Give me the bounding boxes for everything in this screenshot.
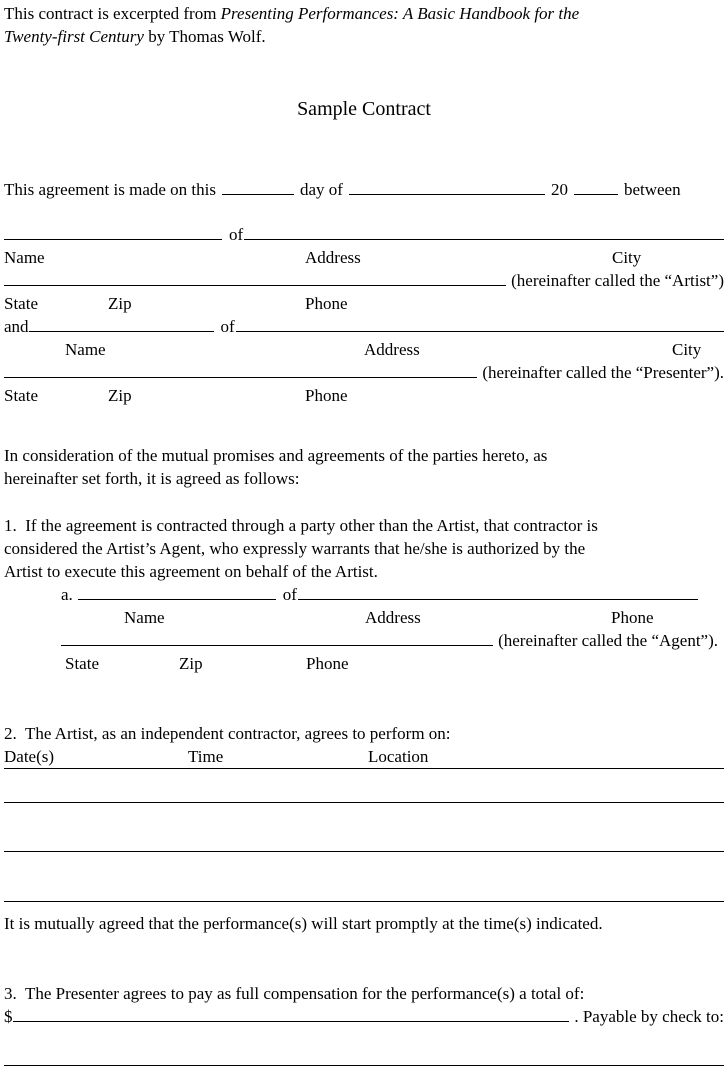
clause2-paragraph: 2. The Artist, as an independent contractor, agrees to perform on: <box>4 724 451 743</box>
presenter-labels-row-1 <box>4 338 724 361</box>
artist-state-label: State <box>4 294 38 313</box>
mutual-agreement-paragraph: It is mutually agreed that the performance(s) will start promptly at the time(s) indicated. <box>4 914 603 933</box>
presenter-name-line <box>4 315 724 338</box>
agent-address-label: Address <box>365 608 421 627</box>
consideration-paragraph <box>4 444 724 490</box>
presenter-hereinafter-line <box>4 361 724 384</box>
agreement-line <box>4 178 724 201</box>
presenter-address-label: Address <box>364 340 420 359</box>
agent-name-line <box>4 583 724 606</box>
agreement-text-2: day of <box>299 180 343 199</box>
date-time-location-line <box>4 745 724 769</box>
agent-labels-row-2 <box>4 652 724 675</box>
presenter-address-city-blank <box>236 331 724 332</box>
clause3-paragraph: 3. The Presenter agrees to pay as full compensation for the performance(s) a total of: <box>4 984 585 1003</box>
presenter-of-label: of <box>220 317 235 336</box>
year-blank <box>574 194 618 195</box>
presenter-state-zip-phone-blank <box>4 377 477 378</box>
agreement-text-3: 20 <box>550 180 568 199</box>
month-blank <box>349 194 545 195</box>
agent-state-label: State <box>65 654 99 673</box>
agreement-text-1: This agreement is made on this <box>4 180 216 199</box>
presenter-name-label: Name <box>65 340 106 359</box>
intro-suffix: by Thomas Wolf. <box>143 27 266 46</box>
agent-state-zip-phone-blank <box>61 645 493 646</box>
payee-writing-line <box>4 1065 724 1066</box>
agent-address-phone-blank <box>298 599 698 600</box>
artist-name-blank <box>4 239 222 240</box>
presenter-labels-row-2 <box>4 384 724 407</box>
agent-hereinafter-line <box>4 629 724 652</box>
writing-line-1 <box>4 802 724 803</box>
artist-state-zip-phone-blank <box>4 285 506 286</box>
writing-line-2 <box>4 851 724 852</box>
day-blank <box>222 194 294 195</box>
artist-hereinafter-line <box>4 269 724 292</box>
intro-paragraph <box>4 2 724 48</box>
artist-hereinafter-label: (hereinafter called the “Artist”) <box>511 271 724 290</box>
artist-city-label: City <box>612 248 642 267</box>
consideration-line1: In consideration of the mutual promises and agreements of the parties hereto, as <box>4 446 548 465</box>
presenter-state-label: State <box>4 386 38 405</box>
agent-zip-label: Zip <box>179 654 203 673</box>
artist-address-city-blank <box>244 239 724 240</box>
book-title-line2: Twenty-first Century <box>4 27 144 46</box>
location-label: Location <box>368 747 429 766</box>
agent-hereinafter-label: (hereinafter called the “Agent”). <box>498 631 718 650</box>
and-label: and <box>4 317 29 336</box>
artist-of-label: of <box>229 225 244 244</box>
clause1-line1: 1. If the agreement is contracted through a party other than the Artist, that contractor is <box>4 516 598 535</box>
payable-label: . Payable by check to: <box>574 1007 724 1026</box>
artist-labels-row-1 <box>4 246 724 269</box>
book-title-line1: Presenting Performances: A Basic Handbook for the <box>220 4 580 23</box>
contract-heading: Sample Contract <box>297 98 431 120</box>
agent-a-label: a. <box>61 585 73 604</box>
dollar-sign: $ <box>4 1007 13 1026</box>
agent-labels-row-1 <box>4 606 724 629</box>
artist-name-line <box>4 223 724 246</box>
compensation-amount-blank <box>13 1021 570 1022</box>
clause1-line3: Artist to execute this agreement on behalf of the Artist. <box>4 562 378 581</box>
presenter-city-label: City <box>672 340 702 359</box>
presenter-hereinafter-label: (hereinafter called the “Presenter”). <box>482 363 724 382</box>
agent-phone2-label: Phone <box>306 654 349 673</box>
clause1-line2: considered the Artist’s Agent, who expressly warrants that he/she is authorized by the <box>4 539 586 558</box>
agreement-text-4: between <box>623 180 681 199</box>
writing-line-3 <box>4 901 724 902</box>
presenter-name-blank <box>29 331 214 332</box>
artist-labels-row-2 <box>4 292 724 315</box>
agent-of-label: of <box>282 585 297 604</box>
agent-name-blank <box>78 599 276 600</box>
consideration-line2: hereinafter set forth, it is agreed as follows: <box>4 469 300 488</box>
clause1-paragraph <box>4 514 724 583</box>
artist-address-label: Address <box>305 248 361 267</box>
artist-zip-label: Zip <box>108 294 132 313</box>
artist-name-label: Name <box>4 248 45 267</box>
dates-label: Date(s) <box>4 747 55 766</box>
presenter-zip-label: Zip <box>108 386 132 405</box>
agent-phone-label: Phone <box>611 608 654 627</box>
artist-phone-label: Phone <box>305 294 348 313</box>
intro-prefix: This contract is excerpted from <box>4 4 221 23</box>
time-label: Time <box>188 747 224 766</box>
compensation-line <box>4 1005 724 1028</box>
presenter-phone-label: Phone <box>305 386 348 405</box>
agent-name-label: Name <box>124 608 165 627</box>
